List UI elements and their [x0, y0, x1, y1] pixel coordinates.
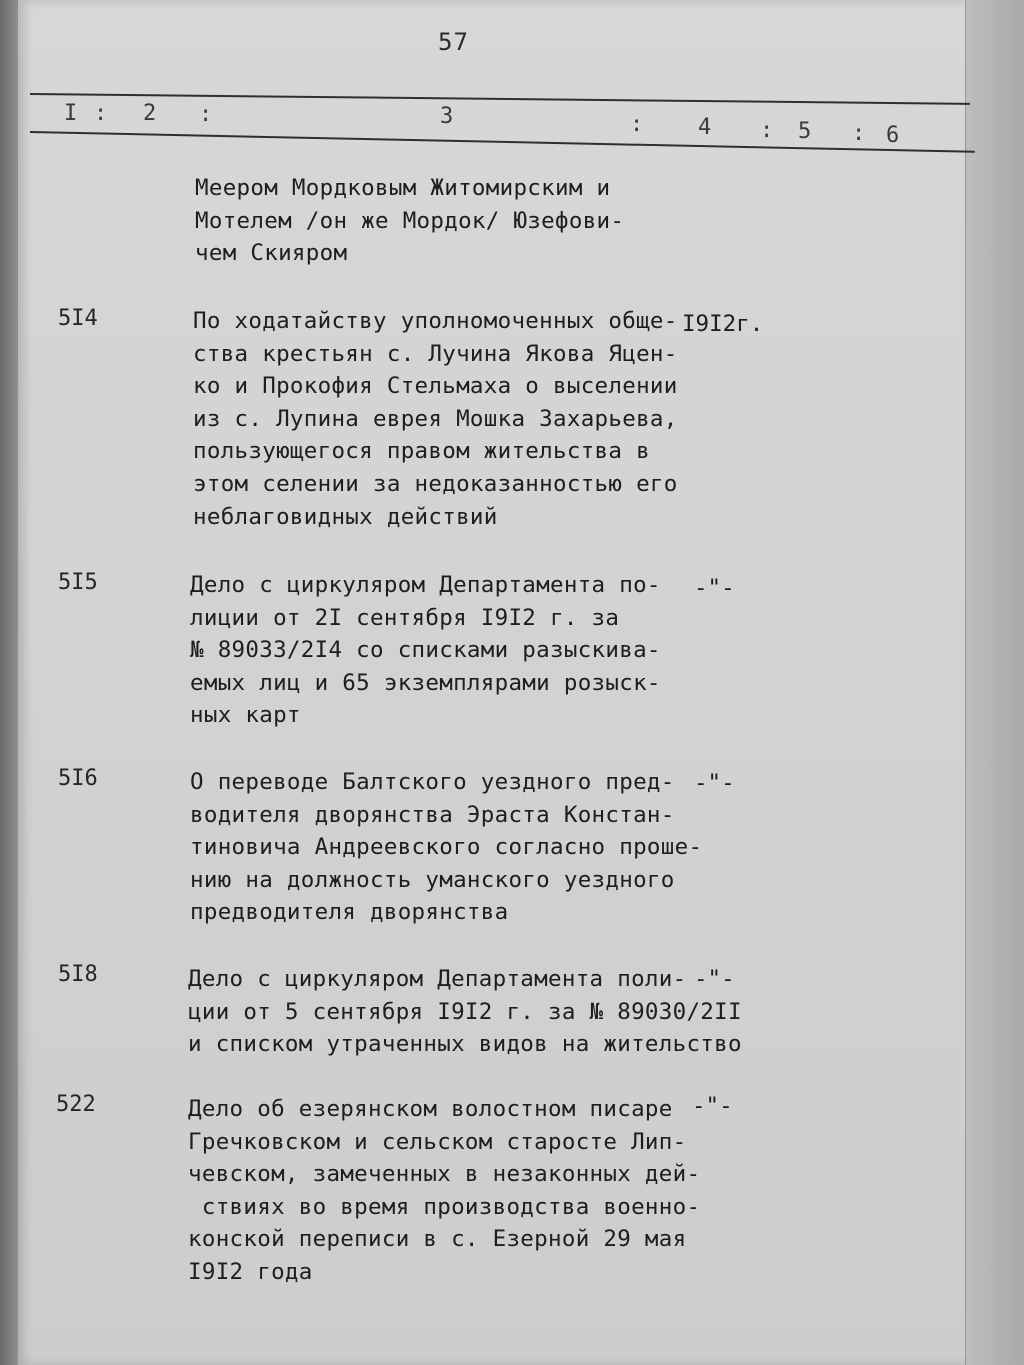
continuation-text: Меером Мордковым Житомирским и Мотелем /он же Мордок/ Юзефови- чем Скияром — [195, 175, 625, 267]
column-separator: : — [760, 118, 774, 143]
entry-text: Дело с циркуляром Департамента поли- ции от 5 сентября I9I2 г. за № 89030/2II и списком утраченных видов на жительство — [188, 966, 742, 1058]
entry-number: 522 — [56, 1092, 96, 1117]
column-header-3: 3 — [440, 104, 454, 129]
page-edge-right — [965, 0, 1024, 1365]
entry-text: По ходатайству уполномоченных обще- ства крестьян с. Лучина Якова Яцен- ко и Прокофия Стельмаха о выселении из с. Лупина еврея Мошка Захарьева, пользующегося правом жительства в этом селении за недоказанностью его неблаговидных действий — [193, 308, 678, 530]
column-header-2: 2 — [143, 101, 157, 126]
entry-text: О переводе Балтского уездного пред- водителя дворянства Эраста Констан- тиновича Андреевского согласно проше- нию на должность уманского уездного предводителя дворянства — [190, 769, 703, 926]
entry-number: 5I5 — [58, 570, 98, 595]
column-header-4: 4 — [698, 115, 712, 140]
entry-text: Дело об езерянском волостном писаре Гречковском и сельском старосте Лип- чевском, замеченных в незаконных дей- ствиях во время производства военно- конской переписи в с. Езерной 29 мая I9I2 года — [188, 1096, 701, 1285]
page-number: 57 — [438, 28, 469, 56]
column-header-1: I — [64, 101, 78, 126]
entry-date: -"- — [694, 770, 735, 796]
entry-date: -"- — [694, 966, 735, 992]
entry-date: -"- — [692, 1093, 733, 1119]
column-separator: : — [199, 102, 213, 127]
entry-number: 5I8 — [58, 962, 98, 987]
column-header-6: 6 — [886, 123, 900, 148]
entry-date: I9I2г. — [682, 311, 764, 337]
column-header-5: 5 — [798, 119, 812, 144]
entry-number: 5I4 — [58, 306, 98, 331]
column-separator: : — [630, 112, 644, 137]
entry-text: Дело с циркуляром Департамента по- лиции от 2I сентября I9I2 г. за № 89033/2I4 со списками разыскива- емых лиц и 65 экземплярами розыск- ных карт — [190, 572, 661, 729]
column-separator: : — [852, 121, 866, 146]
entry-date: -"- — [694, 575, 735, 601]
entry-number: 5I6 — [58, 766, 98, 791]
column-separator: : — [94, 101, 108, 126]
